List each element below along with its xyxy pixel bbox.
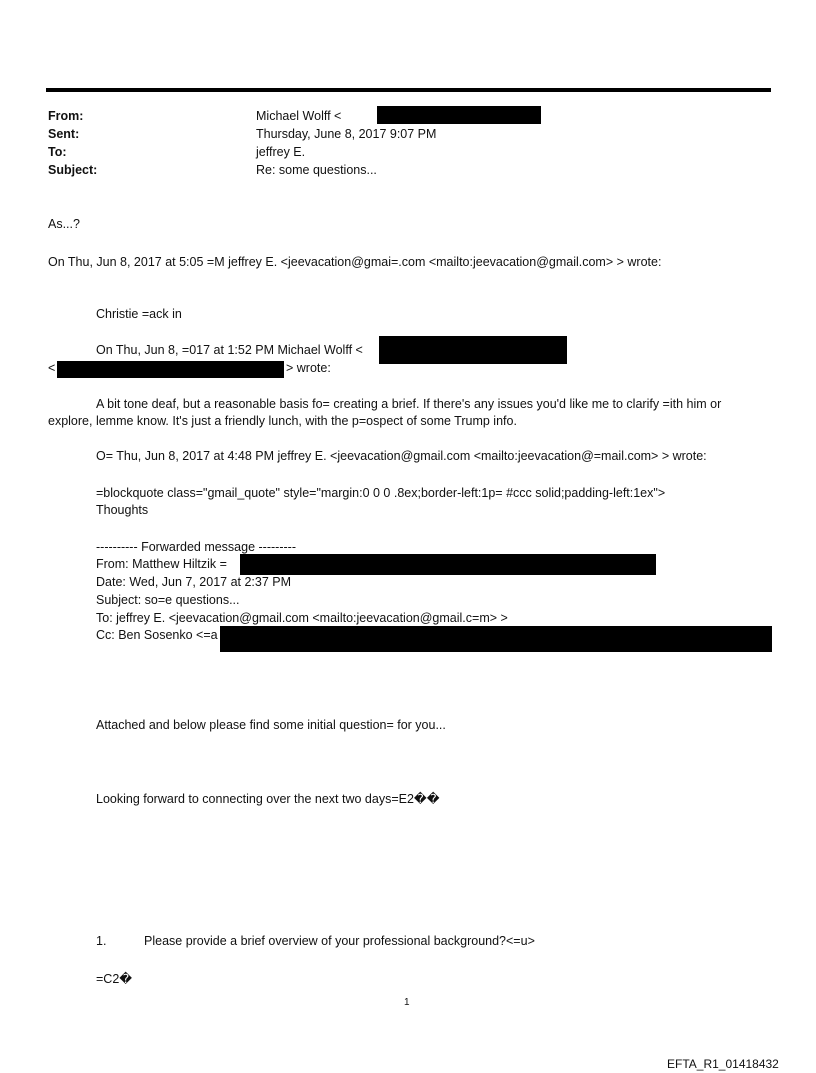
looking-forward-line: Looking forward to connecting over the next two days=E2��	[96, 792, 440, 806]
document-id: EFTA_R1_01418432	[667, 1057, 779, 1071]
to-label: To:	[48, 145, 67, 159]
question-text: Please provide a brief overview of your professional background?<=u>	[144, 934, 535, 948]
quote-intro-3: O= Thu, Jun 8, 2017 at 4:48 PM jeffrey E. <jeevacation@gmail.com <mailto:jeevacation@=mail.com> > wrote:	[96, 449, 707, 463]
wolff-paragraph-text: A bit tone deaf, but a reasonable basis fo= creating a brief. If there's any issues you'd like me to clarify =ith him or explore, lemme know. It's just a friendly lunch, with the p=ospect of some Trump info.	[48, 397, 722, 428]
redaction-box	[220, 626, 772, 652]
subject-label: Subject:	[48, 163, 98, 177]
page-number: 1	[404, 997, 410, 1008]
redaction-box	[377, 106, 541, 124]
redaction-box	[240, 554, 656, 575]
forwarded-subject: Subject: so=e questions...	[96, 593, 240, 607]
encoded-char-line: =C2�	[96, 972, 133, 986]
to-value: jeffrey E.	[256, 145, 306, 159]
redaction-box	[57, 361, 284, 378]
sent-label: Sent:	[48, 127, 80, 141]
quote-intro-2-end: > wrote:	[286, 361, 331, 375]
sent-value: Thursday, June 8, 2017 9:07 PM	[256, 127, 437, 141]
forwarded-cc: Cc: Ben Sosenko <=a	[96, 628, 218, 642]
forwarded-date: Date: Wed, Jun 7, 2017 at 2:37 PM	[96, 575, 292, 589]
from-label: From:	[48, 109, 84, 123]
wolff-paragraph	[48, 396, 760, 430]
quote-intro-2: On Thu, Jun 8, =017 at 1:52 PM Michael Wolff <	[96, 343, 363, 357]
forwarded-from: From: Matthew Hiltzik =	[96, 557, 227, 571]
blockquote-line: =blockquote class="gmail_quote" style="margin:0 0 0 .8ex;border-left:1p= #ccc solid;padding-left:1ex">	[96, 486, 666, 500]
subject-value: Re: some questions...	[256, 163, 377, 177]
reply-text: As...?	[48, 217, 80, 231]
attached-line: Attached and below please find some initial question= for you...	[96, 718, 446, 732]
thoughts-line: Thoughts	[96, 503, 149, 517]
quote-intro-2-start: <	[48, 361, 56, 375]
quote-intro-1: On Thu, Jun 8, 2017 at 5:05 =M jeffrey E. <jeevacation@gmai=.com <mailto:jeevacation@gmail.com> > wrote:	[48, 255, 662, 269]
header-rule	[46, 88, 771, 92]
question-number: 1.	[96, 934, 107, 948]
forwarded-to: To: jeffrey E. <jeevacation@gmail.com <mailto:jeevacation@gmail.c=m> >	[96, 611, 508, 625]
redaction-box	[379, 336, 567, 364]
from-value: Michael Wolff <	[256, 109, 342, 123]
forwarded-header: ---------- Forwarded message ---------	[96, 540, 296, 554]
christie-line: Christie =ack in	[96, 307, 182, 321]
